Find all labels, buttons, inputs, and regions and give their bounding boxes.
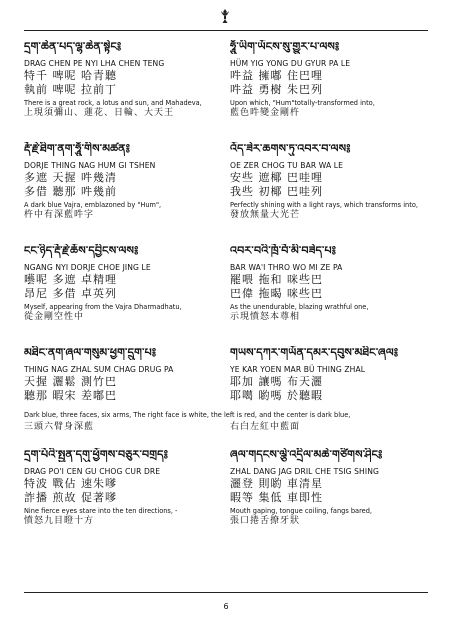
transliteration: DRAG PO'I CEN GU CHOG CUR DRE	[24, 467, 161, 476]
stanza-5	[24, 244, 220, 323]
transliteration: BAR WA'I THRO WO MI ZE PA	[230, 263, 343, 272]
chinese-phonetic-a: 灑登 則喲 車清星	[230, 477, 323, 490]
chinese-phonetic-b: 執前 啤呢 拉前丁	[24, 83, 117, 96]
chinese-phonetic-b: 聽那 暇宋 差嘟巴	[24, 389, 117, 402]
english-translation: Upon which, "Hum"totally-transformed into,	[230, 99, 375, 107]
chinese-phonetic-b: 吽益 勇樹 朱巴列	[230, 83, 323, 96]
stanza-4	[230, 142, 426, 221]
tibetan-verse: རྡོ་རྗེ་ཐིག་ནག་ཧཱུྃ་གིས་མཚན༔	[24, 142, 131, 155]
stanza-10	[230, 448, 426, 527]
chinese-phonetic-a: 多遮 天握 吽幾清	[24, 171, 117, 184]
english-translation: There is a great rock, a lotus and sun, and Mahadeva,	[24, 99, 202, 107]
stanza-6	[230, 244, 426, 323]
chinese-phonetic-a: 天握 灑鬆 測竹巴	[24, 375, 117, 388]
chinese-phonetic-a: 囈呢 多遮 卓精哩	[24, 273, 117, 286]
chinese-translation: 示現憤怒本尊相	[230, 312, 301, 322]
english-translation-wide: Dark blue, three faces, six arms, The right face is white, the left is red, and the center is dark blue,	[24, 411, 351, 419]
transliteration: DORJE THING NAG HUM GI TSHEN	[24, 161, 156, 170]
tibetan-verse: དྲག་ཆེན་པད་ལྷ་ཆེན་སྟེང༔	[24, 40, 122, 53]
chinese-translation: 上現須彌山、蓮花、日輪、大天王	[24, 108, 175, 118]
transliteration: DRAG CHEN PE NYI LHA CHEN TENG	[24, 59, 165, 68]
stanza-8	[230, 346, 426, 403]
english-translation: Myself, appearing from the Vajra Dharmadhatu,	[24, 303, 182, 311]
english-translation: Perfectly shining with a light rays, which transforms into,	[230, 201, 418, 209]
transliteration: ZHAL DANG JAG DRIL CHE TSIG SHING	[230, 467, 379, 476]
chinese-phonetic-a: 特波 戰佔 速朱嗲	[24, 477, 117, 490]
page-number: 6	[223, 602, 229, 611]
chinese-phonetic-a: 安些 遮椰 巴哇哩	[230, 171, 323, 184]
chinese-phonetic-a: 罷喂 拖和 咪些巴	[230, 273, 323, 286]
transliteration: OE ZER CHOG TU BAR WA LE	[230, 161, 344, 170]
tibetan-verse: འོད་ཟེར་ཆགས་ཏུ་འབར་བ་ལས༔	[230, 142, 351, 155]
stanza-7	[24, 346, 220, 403]
chinese-phonetic-b: 暇等 集低 車即性	[230, 491, 323, 504]
tibetan-verse: འབར་བའི་ཁྲོ་བོ་མི་བཟེད་པ༔	[230, 244, 337, 257]
chinese-translation: 發放無量大光芒	[230, 210, 301, 220]
chinese-translation: 從金剛空性中	[24, 312, 85, 322]
english-translation: Mouth gaping, tongue coiling, fangs bared,	[230, 507, 372, 515]
chinese-phonetic-a: 特千 啤呢 哈青聽	[24, 69, 117, 82]
transliteration: NGANG NYI DORJE CHOE JING LE	[24, 263, 151, 272]
chinese-translation: 張口捲舌撩牙狀	[230, 516, 301, 526]
chinese-phonetic-b: 我些 初椰 巴哇列	[230, 185, 323, 198]
chinese-phonetic-b: 耶噶 喲嗎 於聽暇	[230, 389, 323, 402]
vajra-ornament-icon	[218, 8, 232, 24]
tibetan-verse: ཧཱུྃ་ཡིག་ཡོངས་སུ་གྱུར་པ་ལས༔	[230, 40, 340, 53]
tibetan-verse: མཐིང་ནག་ཞལ་གསུམ་ཕྱག་དྲུག་པ༔	[24, 346, 157, 359]
transliteration: THING NAG ZHAL SUM CHAG DRUG PA	[24, 365, 174, 374]
chinese-phonetic-b: 多借 聽那 吽幾前	[24, 185, 117, 198]
transliteration: YE KAR YOEN MAR BÜ THING ZHAL	[230, 365, 366, 374]
stanza-2	[230, 40, 426, 119]
stanza-1	[24, 40, 220, 119]
english-translation: As the unendurable, blazing wrathful one,	[230, 303, 369, 311]
tibetan-verse: ངང་ཉིད་རྡོ་རྗེ་ཆོས་དབྱིངས་ལས༔	[24, 244, 139, 257]
transliteration: HÜM YIG YONG DU GYUR PA LE	[230, 59, 351, 68]
chinese-translation-left: 三頭六臂身深藍	[24, 422, 95, 432]
english-translation: A dark blue Vajra, emblazoned by "Hum",	[24, 201, 162, 209]
chinese-phonetic-b: 昂尼 多借 卓英列	[24, 287, 117, 300]
chinese-translation: 憤怒九目瞪十方	[24, 516, 95, 526]
top-rule	[24, 30, 428, 31]
stanza-3	[24, 142, 220, 221]
chinese-translation: 藍色吽變金剛杵	[230, 108, 301, 118]
bottom-rule	[24, 592, 428, 593]
chinese-translation: 杵中有深藍吽字	[24, 210, 95, 220]
stanza-9	[24, 448, 220, 527]
tibetan-verse: ཞལ་གདངས་ལྕེ་འདྲིལ་མཆེ་གཙིགས་ཤིང༔	[230, 448, 383, 461]
tibetan-verse: གཡས་དཀར་གཡོན་དམར་དབུས་མཐིང་ཞལ༔	[230, 346, 399, 359]
english-translation: Nine fierce eyes stare into the ten directions, -	[24, 507, 178, 515]
chinese-phonetic-b: 巴偉 拖暍 咪些巴	[230, 287, 323, 300]
chinese-phonetic-a: 耶加 讓嗎 布天灑	[230, 375, 323, 388]
chinese-phonetic-b: 詐播 煎故 促著嗲	[24, 491, 117, 504]
tibetan-verse: དྲག་པོའི་སྤྱན་དགུ་ཕྱོགས་བཅུར་བགྲད༔	[24, 448, 169, 461]
chinese-translation-right: 右白左紅中藍面	[230, 422, 301, 432]
chinese-phonetic-a: 吽益 擁嘟 住巴哩	[230, 69, 323, 82]
